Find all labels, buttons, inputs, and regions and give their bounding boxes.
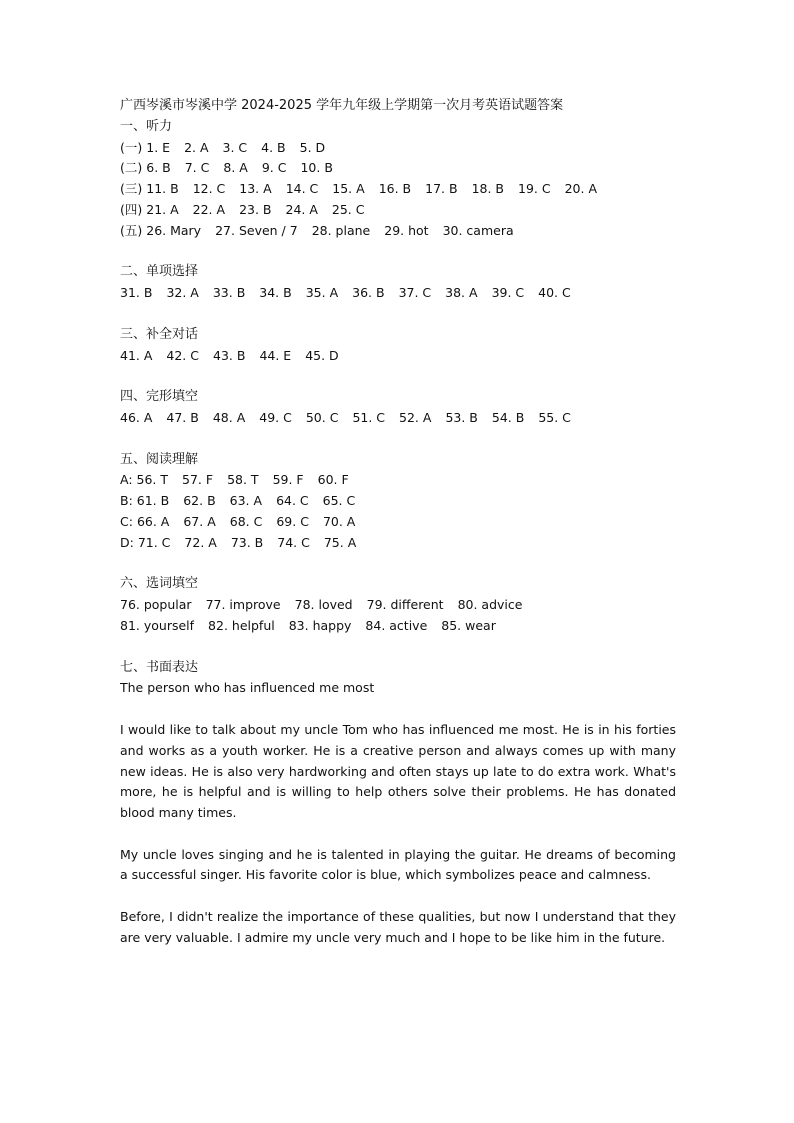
answer-item: 2. A (184, 139, 209, 155)
answer-item: 24. A (285, 201, 318, 217)
section-heading-dialogue: 三、补全对话 (120, 326, 199, 342)
row-label: D: (120, 534, 134, 550)
answer-item: 10. B (300, 160, 333, 176)
row-label: (二) (120, 160, 143, 176)
answer-item: 75. A (323, 534, 357, 550)
answer-item: 20. A (564, 181, 597, 197)
answer-item: 37. C (398, 285, 432, 301)
answer-item: 23. B (239, 201, 272, 217)
answer-item: 58. T (227, 472, 259, 488)
answer-row (120, 221, 676, 242)
answer-row (120, 408, 676, 429)
answer-item: 68. C (229, 513, 263, 529)
answer-item: 42. C (166, 347, 199, 363)
row-label: (四) (120, 201, 143, 217)
answer-item: 18. B (471, 181, 504, 197)
answer-item: 63. A (229, 493, 263, 509)
answer-item: 8. A (223, 160, 248, 176)
essay-paragraph: My uncle loves singing and he is talented in playing the guitar. He dreams of becoming a successful singer. His favorite color is blue, which symbolizes peace and calmness. (120, 846, 676, 883)
essay-paragraph: Before, I didn't realize the importance of these qualities, but now I understand that they are very valuable. I admire my uncle very much and I hope to be like him in the future. (120, 909, 676, 945)
answer-row (120, 533, 676, 554)
answer-item: 84. active (365, 617, 428, 633)
answer-row (120, 491, 676, 512)
answer-item: 76. popular (120, 597, 192, 613)
answer-item: 49. C (259, 409, 292, 425)
section-heading-reading: 五、阅读理解 (120, 451, 199, 467)
answer-item: 11. B (146, 181, 179, 197)
answer-item: 9. C (261, 160, 287, 176)
answer-item: 77. improve (205, 597, 281, 613)
row-label: (五) (120, 222, 143, 238)
answer-item: 1. E (146, 139, 171, 155)
answer-row (120, 346, 676, 367)
answer-item: 13. A (239, 181, 272, 197)
answer-row (120, 512, 676, 533)
answer-row (120, 179, 676, 200)
answer-row (120, 283, 676, 304)
answer-item: 21. A (146, 201, 179, 217)
answer-item: 41. A (120, 347, 153, 363)
answer-item: 73. B (230, 534, 264, 550)
answer-item: 69. C (276, 513, 309, 529)
answer-row (120, 470, 676, 491)
answer-item: 15. A (332, 181, 365, 197)
answer-item: 78. loved (294, 597, 353, 613)
answer-item: 26. Mary (146, 222, 202, 238)
answer-item: 14. C (285, 181, 319, 197)
answer-item: 38. A (445, 285, 478, 301)
answer-item: 47. B (166, 409, 199, 425)
answer-item: 79. different (366, 597, 444, 613)
answer-sheet (120, 96, 676, 949)
answer-item: 22. A (192, 201, 226, 217)
answer-item: 82. helpful (208, 617, 275, 633)
answer-row (120, 200, 676, 221)
answer-item: 83. happy (288, 617, 352, 633)
answer-item: 59. F (272, 472, 304, 488)
answer-item: 65. C (322, 493, 356, 509)
answer-item: 80. advice (457, 597, 523, 613)
row-label: (三) (120, 181, 143, 197)
page-title: 广西岑溪市岑溪中学 2024-2025 学年九年级上学期第一次月考英语试题答案 (120, 98, 564, 113)
row-label: A: (120, 472, 133, 488)
answer-item: 61. B (136, 493, 170, 509)
answer-row (120, 138, 676, 159)
answer-item: 53. B (445, 409, 478, 425)
answer-item: 62. B (183, 493, 216, 509)
answer-item: 66. A (136, 513, 170, 529)
answer-item: 43. B (213, 347, 246, 363)
answer-item: 16. B (378, 181, 412, 197)
answer-row (120, 595, 676, 616)
answer-item: 45. D (305, 347, 339, 363)
answer-item: 34. B (259, 285, 292, 301)
answer-item: 85. wear (441, 617, 496, 633)
answer-item: 27. Seven / 7 (215, 222, 298, 238)
essay-paragraph: I would like to talk about my uncle Tom who has influenced me most. He is in his forties and works as a youth worker. He is a creative person and always comes up with many new ideas. He is also very hardworking and often stays up late to do extra work. What's more, he is helpful and is willing to help others solve their problems. He has donated blood many times. (120, 721, 676, 821)
section-heading-word-fill: 六、选词填空 (120, 576, 199, 592)
answer-item: 81. yourself (120, 617, 195, 633)
answer-item: 71. C (137, 534, 171, 550)
row-label: B: (120, 493, 133, 509)
answer-item: 39. C (491, 285, 525, 301)
answer-item: 60. F (317, 472, 349, 488)
answer-item: 50. C (305, 409, 339, 425)
answer-item: 29. hot (384, 222, 429, 238)
answer-item: 30. camera (442, 222, 514, 238)
answer-item: 44. E (259, 347, 292, 363)
answer-item: 57. F (182, 472, 214, 488)
answer-item: 32. A (166, 285, 199, 301)
answer-item: 7. C (184, 160, 210, 176)
answer-item: 25. C (331, 201, 365, 217)
answer-item: 4. B (261, 139, 286, 155)
answer-item: 28. plane (311, 222, 371, 238)
answer-item: 40. C (538, 285, 571, 301)
answer-item: 17. B (425, 181, 458, 197)
section-heading-cloze: 四、完形填空 (120, 389, 199, 405)
section-heading-writing: 七、书面表达 (120, 659, 199, 675)
answer-row (120, 158, 676, 179)
answer-item: 70. A (322, 513, 356, 529)
answer-item: 48. A (212, 409, 246, 425)
answer-item: 64. C (276, 493, 309, 509)
section-heading-single-choice: 二、单项选择 (120, 264, 199, 280)
answer-item: 12. C (192, 181, 226, 197)
answer-item: 19. C (518, 181, 551, 197)
answer-item: 67. A (183, 513, 216, 529)
answer-item: 5. D (299, 139, 326, 155)
essay-title: The person who has influenced me most (120, 680, 375, 696)
answer-item: 36. B (352, 285, 385, 301)
answer-item: 74. C (277, 534, 310, 550)
answer-item: 52. A (399, 409, 432, 425)
answer-item: 33. B (212, 285, 246, 301)
answer-item: 54. B (491, 409, 525, 425)
answer-item: 31. B (120, 285, 153, 301)
answer-item: 72. A (184, 534, 217, 550)
answer-item: 55. C (538, 409, 571, 425)
answer-item: 3. C (222, 139, 248, 155)
row-label: (一) (120, 139, 143, 155)
row-label: C: (120, 513, 133, 529)
answer-item: 46. A (120, 409, 153, 425)
answer-item: 6. B (146, 160, 171, 176)
answer-item: 51. C (352, 409, 386, 425)
answer-item: 56. T (136, 472, 169, 488)
answer-item: 35. A (305, 285, 339, 301)
answer-row (120, 616, 676, 637)
section-heading-listening: 一、听力 (120, 118, 173, 134)
